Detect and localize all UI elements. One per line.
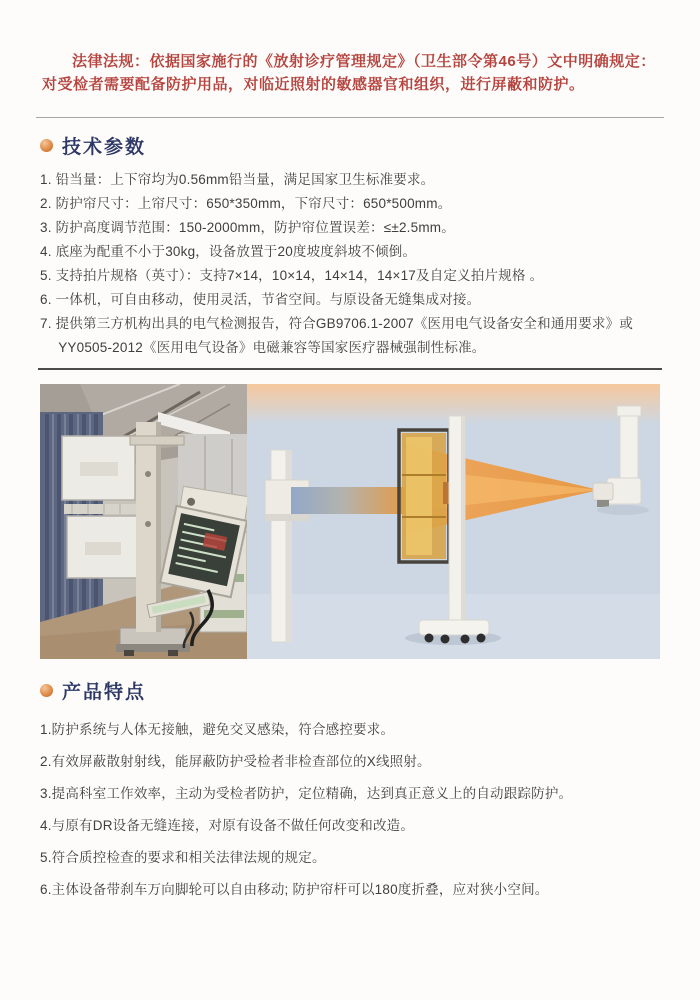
section-divider-light [36,117,664,118]
feature-item: 4.与原有DR设备无缝连接，对原有设备不做任何改变和改造。 [40,818,415,833]
feature-item: 6.主体设备带刹车万向脚轮可以自由移动; 防护帘杆可以180度折叠，应对狭小空间。 [40,882,549,897]
xray-room-photo [40,384,247,659]
feature-item: 5.符合质控检查的要求和相关法律法规的规定。 [40,850,326,865]
section-divider-dark [38,368,662,370]
tech-spec-item: 7. 提供第三方机构出具的电气检测报告，符合GB9706.1-2007《医用电气设备安全和通用要求》或YY0505-2012《医用电气设备》电磁兼容等国家医疗器械强制性标准。 [40,316,634,355]
tech-spec-item: 6. 一体机，可自由移动，使用灵活，节省空间。与原设备无缝集成对接。 [40,292,481,307]
features-section-header [40,677,700,704]
tech-section-header [40,132,700,159]
feature-item: 1.防护系统与人体无接触，避免交叉感染，符合感控要求。 [40,722,395,737]
feature-item: 3.提高科室工作效率，主动为受检者防护，定位精确，达到真正意义上的自动跟踪防护。 [40,786,573,801]
feature-list [40,718,660,901]
tech-spec-item: 4. 底座为配重不小于30kg，设备放置于20度坡度斜坡不倾倒。 [40,244,417,259]
section-bullet-icon [40,139,53,152]
tech-spec-item: 1. 铅当量：上下帘均为0.56mm铅当量，满足国家卫生标准要求。 [40,172,435,187]
product-images [40,384,660,659]
section-bullet-icon [40,684,53,697]
tech-spec-list [40,168,660,360]
legal-notice-text: 法律法规：依据国家施行的《放射诊疗管理规定》（卫生部令第46号）文中明确规定：对受检者需要配备防护用品，对临近照射的敏感器官和组织，进行屏蔽和防护。 [42,53,656,93]
tech-spec-item: 2. 防护帘尺寸：上帘尺寸：650*350mm，下帘尺寸：650*500mm。 [40,196,452,211]
feature-item: 2.有效屏蔽散射射线，能屏蔽防护受检者非检查部位的X线照射。 [40,754,431,769]
tech-section-title: 技术参数 [62,137,147,158]
tech-spec-item: 5. 支持拍片规格（英寸）：支持7×14，10×14，14×14，14×17及自定义拍片规格 。 [40,268,544,283]
features-section-title: 产品特点 [62,682,147,703]
tech-spec-item: 3. 防护高度调节范围：150-2000mm，防护帘位置误差：≤±2.5mm。 [40,220,455,235]
protection-system-render [247,384,660,659]
